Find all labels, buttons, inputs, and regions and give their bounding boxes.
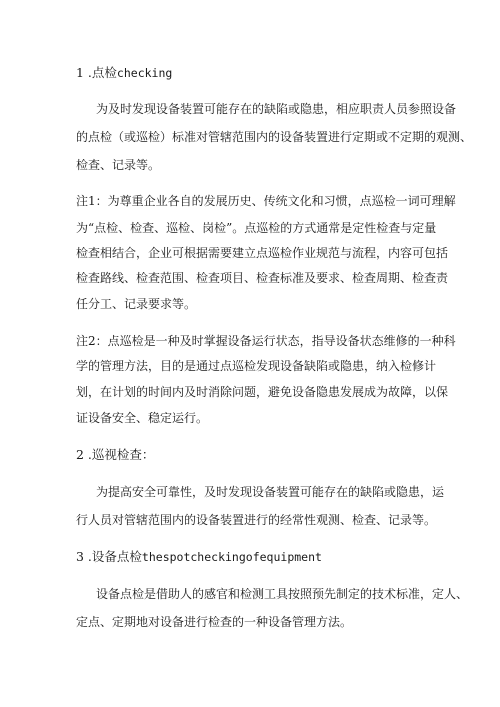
section-1-line-1: 为及时发现设备装置可能存在的缺陷或隐患，相应职责人员参照设备 [96,102,457,116]
section-3-line-2: 定点、定期地对设备进行检查的一种设备管理方法。 [76,615,353,629]
section-3-number: 3 [76,549,84,564]
section-2-line-1: 为提高安全可靠性，及时发现设备装置可能存在的缺陷或隐患，运 [96,485,445,499]
section-2-heading [76,447,154,463]
section-1-heading [76,65,172,81]
note-1-line-3: 检查相结合，企业可根据需要建立点巡检作业规范与流程，内容可包括 [76,246,449,260]
section-2-line-2: 行人员对管辖范围内的设备装置进行的经常性观测、检查、记录等。 [76,513,437,527]
note-2-line-2: 学的管理方法，目的是通过点巡检发现设备缺陷或隐患，纳入检修计 [76,359,437,373]
section-1-title-cn: 点检 [91,65,117,80]
section-3-line-1: 设备点检是借助人的感官和检测工具按照预先制定的技术标准，定人、 [96,587,469,601]
note-1-line-5: 任分工、记录要求等。 [76,297,197,311]
section-3-heading [76,549,322,565]
section-1-title-en: checking [116,66,173,80]
section-1-number: 1 [76,65,84,80]
note-2-line-1: 注2：点巡检是一种及时掌握设备运行状态，指导设备状态维修的一种科 [76,334,456,348]
note-1-line-1: 注1：为尊重企业各自的发展历史、传统文化和习惯，点巡检一词可理解 [76,194,456,208]
section-2-sep: . [83,447,92,462]
section-3-title-cn: 设备点检 [91,549,142,564]
section-1-sep: . [83,65,92,80]
section-1-line-3: 检查、记录等。 [76,158,161,172]
section-3-sep: . [83,549,92,564]
note-2-line-4: 证设备安全、稳定运行。 [76,411,209,425]
section-1-line-2: 的点检（或巡检）标准对管辖范围内的设备装置进行定期或不定期的观测、 [76,130,473,144]
note-1-line-4: 检查路线、检查范围、检查项目、检查标准及要求、检查周期、检查责 [76,271,449,285]
section-2-title-cn: 巡视检查： [91,447,155,462]
section-3-title-en: thespotcheckingofequipment [141,550,322,564]
note-2-line-3: 划，在计划的时间内及时消除问题，避免设备隐患发展成为故障，以保 [76,385,449,399]
section-2-number: 2 [76,447,84,462]
note-1-line-2: 为“点检、检查、巡检、岗检”。点巡检的方式通常是定性检查与定量 [76,221,437,235]
